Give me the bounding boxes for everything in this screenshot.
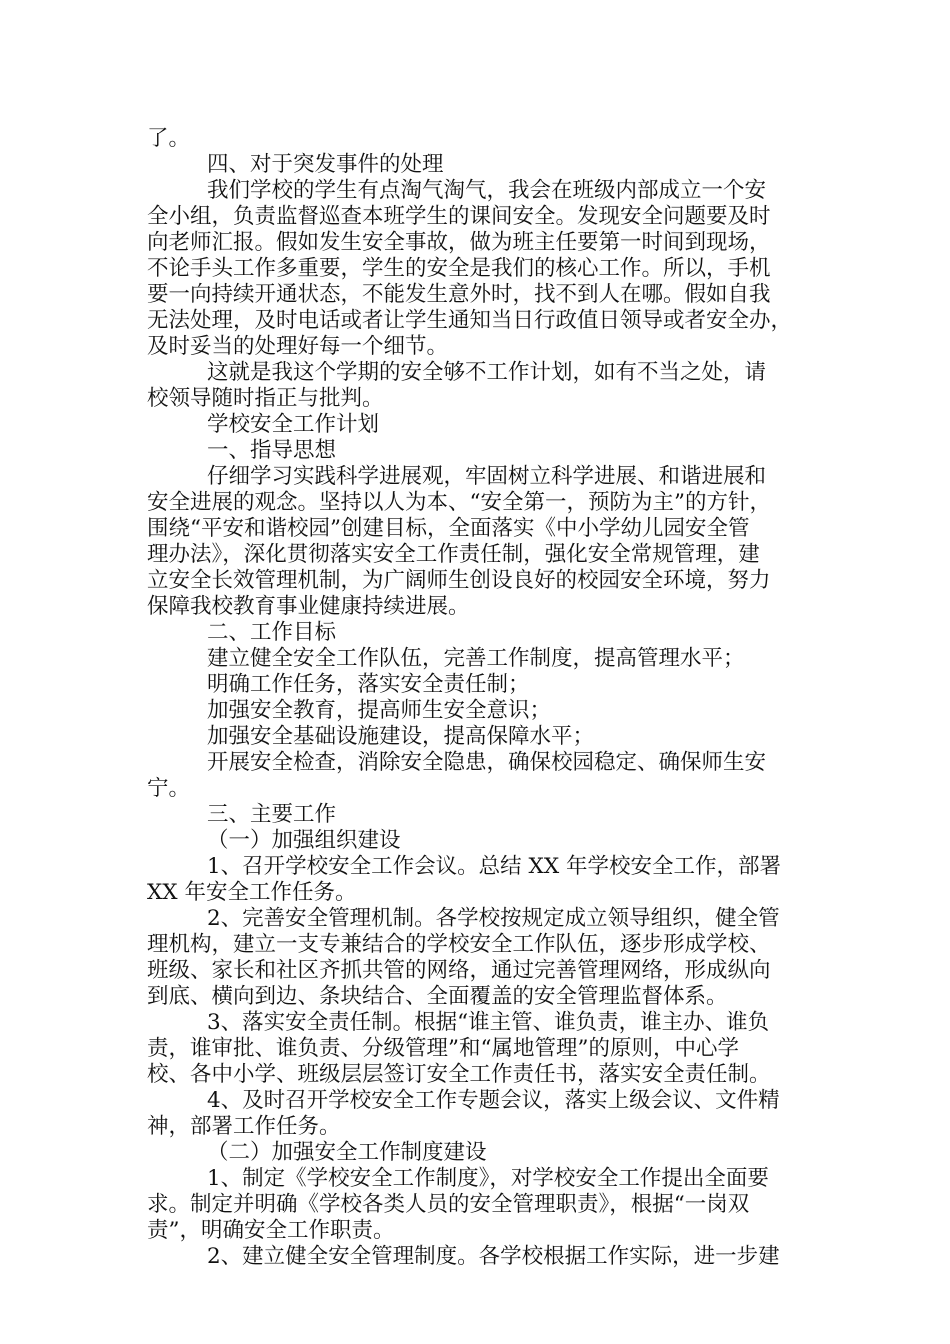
text-line: XX 年安全工作任务。 — [147, 880, 357, 905]
text-line: 全小组，负责监督巡查本班学生的课间安全。发现安全问题要及时 — [147, 204, 771, 229]
text-line: 仔细学习实践科学进展观，牢固树立科学进展、和谐进展和 — [207, 464, 767, 489]
section-heading: 三、主要工作 — [207, 802, 337, 827]
list-item: 加强安全教育，提高师生安全意识； — [207, 698, 552, 723]
text-line: 班级、家长和社区齐抓共管的网络，通过完善管理网络，形成纵向 — [147, 958, 771, 983]
text-line: 求。制定并明确《学校各类人员的安全管理职责》，根据“一岗双 — [147, 1192, 750, 1217]
text-line: 责”，明确安全工作职责。 — [147, 1218, 395, 1243]
list-item: 明确工作任务，落实安全责任制； — [207, 672, 530, 697]
subsection-heading: （二）加强安全工作制度建设 — [207, 1140, 487, 1165]
text-line: 2、建立健全安全管理制度。各学校根据工作实际，进一步建 — [207, 1244, 780, 1269]
text-line: 2、完善安全管理机制。各学校按规定成立领导组织，健全管 — [207, 906, 780, 931]
section-heading: 二、工作目标 — [207, 620, 337, 645]
text-line: 校、各中小学、班级层层签订安全工作责任书，落实安全责任制。 — [147, 1062, 771, 1087]
text-line: 神，部署工作任务。 — [147, 1114, 341, 1139]
text-line: 1、制定《学校安全工作制度》，对学校安全工作提出全面要 — [207, 1166, 769, 1191]
text-line: 1、召开学校安全工作会议。总结 XX 年学校安全工作，部署 — [207, 854, 781, 879]
text-line: 及时妥当的处理好每一个细节。 — [147, 334, 449, 359]
text-line: 不论手头工作多重要，学生的安全是我们的核心工作。所以，手机 — [147, 256, 771, 281]
text-line: 到底、横向到边、条块结合、全面覆盖的安全管理监督体系。 — [147, 984, 728, 1009]
text-line: 宁。 — [147, 776, 191, 801]
section-heading: 一、指导思想 — [207, 438, 337, 463]
section-heading: 四、对于突发事件的处理 — [207, 152, 444, 177]
text-line: 理机构，建立一支专兼结合的学校安全工作队伍，逐步形成学校、 — [147, 932, 771, 957]
text-line: 向老师汇报。假如发生安全事故，做为班主任要第一时间到现场， — [147, 230, 771, 255]
text-line: 保障我校教育事业健康持续进展。 — [147, 594, 470, 619]
document-title: 学校安全工作计划 — [207, 412, 380, 437]
text-line: 3、落实安全责任制。根据“谁主管、谁负责，谁主办、谁负 — [207, 1010, 770, 1035]
text-line: 理办法》，深化贯彻落实安全工作责任制，强化安全常规管理，建 — [147, 542, 760, 567]
list-item: 建立健全安全工作队伍，完善工作制度，提高管理水平； — [207, 646, 745, 671]
text-line: 立安全长效管理机制，为广阔师生创设良好的校园安全环境，努力 — [147, 568, 771, 593]
text-line: 要一向持续开通状态，不能发生意外时，找不到人在哪。假如自我 — [147, 282, 771, 307]
subsection-heading: （一）加强组织建设 — [207, 828, 401, 853]
text-line: 安全进展的观念。坚持以人为本、“安全第一，预防为主”的方针， — [147, 490, 771, 515]
text-line: 校领导随时指正与批判。 — [147, 386, 384, 411]
list-item: 加强安全基础设施建设，提高保障水平； — [207, 724, 595, 749]
list-item: 开展安全检查，消除安全隐患，确保校园稳定、确保师生安 — [207, 750, 767, 775]
text-line: 责，谁审批、谁负责、分级管理”和“属地管理”的原则，中心学 — [147, 1036, 739, 1061]
text-line: 我们学校的学生有点淘气淘气，我会在班级内部成立一个安 — [207, 178, 767, 203]
text-line: 4、及时召开学校安全工作专题会议，落实上级会议、文件精 — [207, 1088, 780, 1113]
text-line: 了。 — [147, 126, 191, 151]
text-line: 围绕“平安和谐校园”创建目标，全面落实《中小学幼儿园安全管 — [147, 516, 750, 541]
text-line: 无法处理，及时电话或者让学生通知当日行政值日领导或者安全办， — [147, 308, 793, 333]
text-line: 这就是我这个学期的安全够不工作计划，如有不当之处，请 — [207, 360, 767, 385]
